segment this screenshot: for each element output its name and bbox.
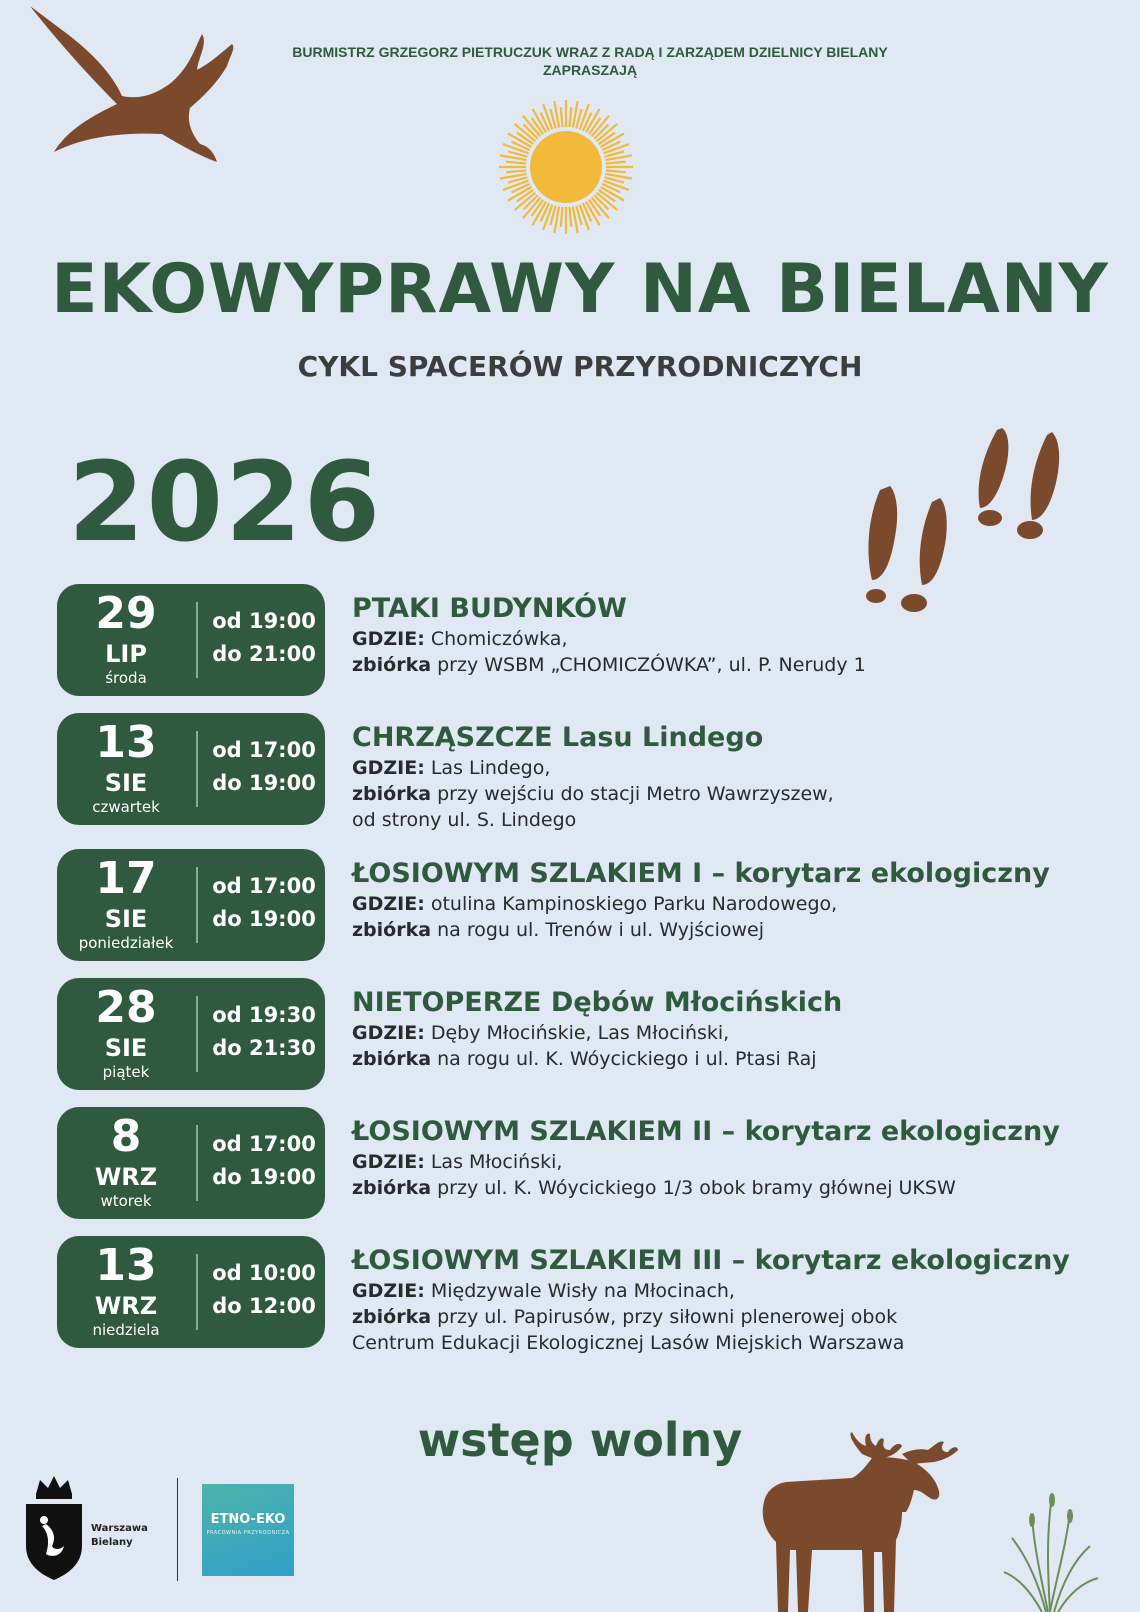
event-card	[57, 1236, 1137, 1354]
meet-label: zbiórka	[352, 1306, 432, 1328]
event-info	[352, 1115, 1140, 1201]
event-weekday: piątek	[102, 1063, 150, 1081]
sun-ray	[561, 207, 563, 227]
date-time-divider	[196, 1125, 198, 1201]
event-month: LIP	[105, 640, 147, 668]
where-label: GDZIE:	[352, 757, 425, 779]
event-weekday: poniedziałek	[78, 934, 174, 952]
etno-eko-logo	[202, 1484, 294, 1576]
eagle-icon	[22, 4, 237, 166]
event-card	[57, 584, 1137, 696]
etno-eko-subtitle: PRACOWNIA PRZYRODNICZA	[206, 1530, 290, 1536]
event-date-box	[57, 849, 325, 961]
event-day: 8	[110, 1111, 142, 1162]
event-start-time: od 10:00	[212, 1261, 316, 1285]
event-meeting-point	[352, 917, 1140, 943]
event-meeting-point	[352, 652, 1140, 678]
where-text: Międzywale Wisły na Młocinach,	[424, 1280, 735, 1302]
date-time-divider	[196, 1254, 198, 1330]
event-month: SIE	[104, 905, 148, 933]
event-month: WRZ	[94, 1292, 158, 1320]
event-end-time: do 19:00	[212, 771, 316, 795]
where-label: GDZIE:	[352, 1151, 425, 1173]
meet-text: przy wejściu do stacji Metro Wawrzyszew,	[431, 783, 834, 805]
event-start-time: od 17:00	[212, 738, 316, 762]
event-start-time: od 17:00	[212, 1132, 316, 1156]
header-line-1: BURMISTRZ GRZEGORZ PIETRUCZUK WRAZ Z RADĄ I ZARZĄDEM DZIELNICY BIELANY	[292, 44, 888, 60]
event-date-box	[57, 1236, 325, 1348]
sun-ray	[506, 162, 526, 164]
event-info	[352, 857, 1140, 943]
event-name: CHRZĄSZCZE Lasu Lindego	[352, 722, 764, 753]
event-info	[352, 1244, 1140, 1356]
sun-ray	[506, 170, 526, 172]
meet-label: zbiórka	[352, 783, 432, 805]
event-location	[352, 1149, 1140, 1175]
event-name: ŁOSIOWYM SZLAKIEM III – korytarz ekologiczny	[352, 1245, 1070, 1276]
where-text: Las Młociński,	[424, 1151, 563, 1173]
event-month: WRZ	[94, 1163, 158, 1191]
where-label: GDZIE:	[352, 1022, 425, 1044]
event-day: 13	[95, 1240, 157, 1291]
warsaw-bielany-logo-text	[91, 1522, 148, 1550]
meet-text: przy ul. K. Wóycickiego 1/3 obok bramy głównej UKSW	[431, 1177, 956, 1199]
event-start-time: od 17:00	[212, 874, 316, 898]
event-info	[352, 721, 1140, 833]
event-card	[57, 1107, 1137, 1219]
etno-eko-name: ETNO-EKO	[210, 1512, 286, 1527]
event-end-time: do 21:00	[212, 642, 316, 666]
where-label: GDZIE:	[352, 1280, 425, 1302]
event-meeting-point	[352, 1304, 1140, 1330]
meet-text: przy ul. Papirusów, przy siłowni plenerowej obok	[431, 1306, 898, 1328]
event-date-box	[57, 713, 325, 825]
page-title: EKOWYPRAWY NA BIELANY	[51, 250, 1109, 329]
event-info	[352, 592, 1140, 678]
moose-icon	[752, 1432, 972, 1612]
event-end-time: do 21:30	[212, 1036, 316, 1060]
bielany-label: Bielany	[91, 1537, 133, 1548]
event-location	[352, 1278, 1140, 1304]
where-text: Las Lindego,	[424, 757, 551, 779]
event-month: SIE	[104, 1034, 148, 1062]
where-label: GDZIE:	[352, 628, 425, 650]
event-day: 28	[95, 982, 157, 1033]
event-day: 29	[95, 588, 157, 639]
date-time-divider	[196, 996, 198, 1072]
event-date-box	[57, 584, 325, 696]
event-extra: Centrum Edukacji Ekologicznej Lasów Miejskich Warszawa	[352, 1332, 905, 1354]
where-label: GDZIE:	[352, 893, 425, 915]
event-location	[352, 891, 1140, 917]
event-meeting-point	[352, 1175, 1140, 1201]
event-location	[352, 626, 1140, 652]
event-end-time: do 12:00	[212, 1294, 316, 1318]
year-label: 2026	[68, 438, 383, 566]
sun-ray	[561, 107, 563, 127]
event-meeting-point	[352, 1046, 1140, 1072]
where-text: otulina Kampinoskiego Parku Narodowego,	[424, 893, 838, 915]
event-end-time: do 19:00	[212, 1165, 316, 1189]
meet-label: zbiórka	[352, 1177, 432, 1199]
where-text: Chomiczówka,	[424, 628, 568, 650]
event-name: NIETOPERZE Dębów Młocińskich	[352, 987, 843, 1018]
event-meeting-point	[352, 781, 1140, 807]
event-day: 17	[95, 853, 157, 904]
meet-text: przy WSBM „CHOMICZÓWKA”, ul. P. Nerudy 1	[431, 654, 866, 676]
sun-icon	[497, 98, 635, 236]
warsaw-crest-icon	[22, 1476, 86, 1580]
sun-ray	[569, 107, 571, 127]
date-time-divider	[196, 867, 198, 943]
meet-label: zbiórka	[352, 654, 432, 676]
event-card	[57, 713, 1137, 831]
where-text: Dęby Młocińskie, Las Młociński,	[424, 1022, 730, 1044]
event-weekday: wtorek	[100, 1192, 152, 1210]
header-line-2: ZAPRASZAJĄ	[542, 62, 638, 78]
event-weekday: środa	[105, 669, 147, 687]
event-location	[352, 755, 1140, 781]
event-location	[352, 1020, 1140, 1046]
date-time-divider	[196, 602, 198, 678]
event-date-box	[57, 1107, 325, 1219]
date-time-divider	[196, 731, 198, 807]
event-card	[57, 978, 1137, 1090]
free-entry-label: wstęp wolny	[417, 1413, 743, 1467]
meet-label: zbiórka	[352, 919, 432, 941]
meet-label: zbiórka	[352, 1048, 432, 1070]
event-extra: od strony ul. S. Lindego	[352, 809, 577, 831]
event-date-box	[57, 978, 325, 1090]
meet-text: na rogu ul. K. Wóycickiego i ul. Ptasi Raj	[431, 1048, 817, 1070]
event-month: SIE	[104, 769, 148, 797]
sun-ray	[606, 170, 626, 172]
event-name: PTAKI BUDYNKÓW	[352, 593, 627, 624]
page-subtitle: CYKL SPACERÓW PRZYRODNICZYCH	[297, 350, 863, 383]
sun-ray	[569, 207, 571, 227]
event-info	[352, 986, 1140, 1072]
event-end-time: do 19:00	[212, 907, 316, 931]
event-day: 13	[95, 717, 157, 768]
organizer-header	[180, 43, 1000, 79]
grass-icon	[1000, 1486, 1100, 1612]
logo-divider	[177, 1478, 178, 1581]
event-name: ŁOSIOWYM SZLAKIEM II – korytarz ekologiczny	[352, 1116, 1060, 1147]
event-start-time: od 19:00	[212, 609, 316, 633]
meet-text: na rogu ul. Trenów i ul. Wyjściowej	[431, 919, 764, 941]
event-start-time: od 19:30	[212, 1003, 316, 1027]
event-weekday: czwartek	[92, 798, 160, 816]
event-weekday: niedziela	[92, 1321, 160, 1339]
event-card	[57, 849, 1137, 961]
event-name: ŁOSIOWYM SZLAKIEM I – korytarz ekologiczny	[352, 858, 1050, 889]
warsaw-label: Warszawa	[91, 1523, 148, 1534]
sun-ray	[606, 162, 626, 164]
